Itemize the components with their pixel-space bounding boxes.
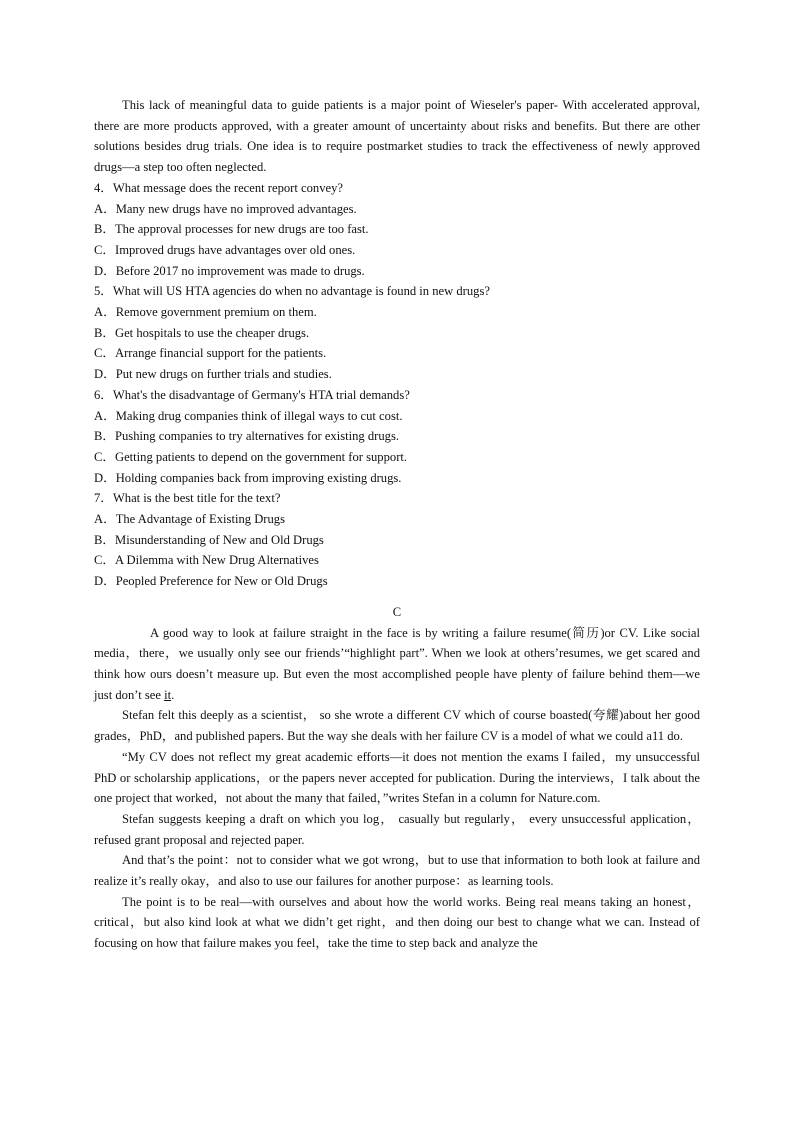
- option-c: C．Improved drugs have advantages over old ones.: [94, 242, 356, 257]
- paragraph-end: .: [171, 687, 175, 702]
- option-c: C．Arrange financial support for the patients.: [94, 346, 327, 361]
- option-c: C．A Dilemma with New Drug Alternatives: [94, 553, 319, 568]
- question-stem: 7．What is the best title for the text?: [94, 491, 281, 506]
- option-d: D．Before 2017 no improvement was made to drugs.: [94, 263, 365, 278]
- option-a: A．Making drug companies think of illegal ways to cut cost.: [94, 408, 403, 423]
- question-5: [94, 281, 700, 385]
- section-c-paragraph-4: Stefan suggests keeping a draft on which you log， casually but regularly， every unsuccessful application，refused grant proposal and rejected paper.: [94, 811, 700, 847]
- paragraph-text: A good way to look at failure straight in the face is by writing a failure resume(简历)or CV. Like social media，there，we usually only see our friends’“highlight part”. When we look at others’resumes, we get scared and think how ours doesn’t measure up. But even the most accomplished people have plenty of failure behind them—we just don’t see: [94, 625, 700, 702]
- section-c-paragraph-6: The point is to be real—with ourselves and about how the world works. Being real means taking an honest，critical，but also kind look at what we didn’t get right，and then doing our best to change what we can. Instead of focusing on how that failure makes you feel，take the time to step back and analyze the: [94, 894, 700, 951]
- option-a: A．The Advantage of Existing Drugs: [94, 512, 285, 527]
- section-c-paragraph-1: [94, 623, 700, 706]
- option-d: D．Peopled Preference for New or Old Drugs: [94, 574, 328, 589]
- underlined-word: it: [164, 687, 172, 702]
- option-a: A．Many new drugs have no improved advantages.: [94, 201, 357, 216]
- option-b: B．Pushing companies to try alternatives for existing drugs.: [94, 429, 400, 444]
- option-c: C．Getting patients to depend on the government for support.: [94, 449, 408, 464]
- question-stem: 6．What's the disadvantage of Germany's HTA trial demands?: [94, 387, 410, 402]
- section-c-heading: C: [392, 604, 402, 619]
- option-a: A．Remove government premium on them.: [94, 305, 317, 320]
- option-b: B．Misunderstanding of New and Old Drugs: [94, 532, 324, 547]
- question-7: [94, 488, 700, 592]
- section-c-paragraph-5: And that’s the point：not to consider what we got wrong，but to use that information to both look at failure and realize it’s really okay，and also to use our failures for another purpose：as learning tools.: [94, 853, 700, 889]
- document-page: [94, 95, 700, 954]
- option-b: B．Get hospitals to use the cheaper drugs.: [94, 325, 310, 340]
- option-d: D．Put new drugs on further trials and studies.: [94, 367, 332, 382]
- question-stem: 5．What will US HTA agencies do when no advantage is found in new drugs?: [94, 284, 490, 299]
- option-b: B．The approval processes for new drugs are too fast.: [94, 222, 369, 237]
- section-c-paragraph-3: “My CV does not reflect my great academic efforts—it does not mention the exams I failed，my unsuccessful PhD or scholarship applications，or the papers never accepted for publication. During the interviews，I talk about the one project that worked，not about the many that failed，”writes Stefan in a column for Nature.com.: [94, 749, 700, 806]
- question-4: [94, 178, 700, 282]
- option-d: D．Holding companies back from improving existing drugs.: [94, 470, 402, 485]
- question-stem: 4．What message does the recent report convey?: [94, 180, 343, 195]
- passage-b-final-paragraph: This lack of meaningful data to guide patients is a major point of Wieseler's paper- With accelerated approval, there are more products approved, with a greater amount of uncertainty about risks and benefits. But there are other solutions besides drug trials. One idea is to require postmarket studies to track the effectiveness of newly approved drugs—a step too often neglected.: [94, 98, 700, 175]
- question-6: [94, 385, 700, 489]
- section-c-paragraph-2: Stefan felt this deeply as a scientist， so she wrote a different CV which of course boasted(夸耀)about her good grades，PhD，and published papers. But the way she deals with her failure CV is a model of what we could a11 do.: [94, 708, 700, 744]
